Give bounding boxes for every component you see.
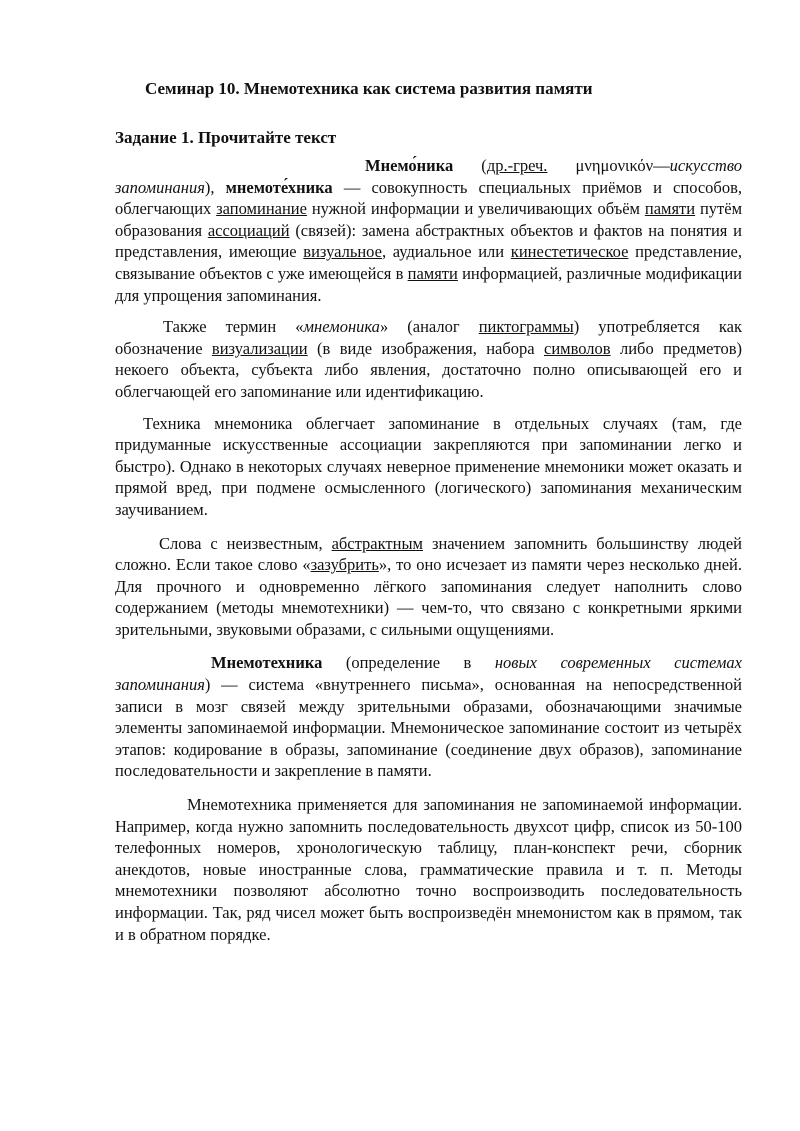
text: Слова с неизвестным, xyxy=(159,533,332,553)
link-visual[interactable]: визуальное xyxy=(303,242,382,262)
link-memory[interactable]: памяти xyxy=(644,199,696,219)
text: либо предметов) некоего объекта, субъекта либо явления, достаточно полно описывающей его и облегчающей его запоминание или идентификацию. xyxy=(115,338,742,401)
text: — совокупность специальных приёмов и способов, облегчающих xyxy=(115,177,742,219)
term-mnemonics: Мнемо́ника xyxy=(365,156,454,175)
paragraph-3: Техника мнемоника облегчает запоминание в отдельных случаях (там, где придуманные искусственные ассоциации закрепляются при запоминании легко и быстро). Однако в некоторых случаях неверное применение мнемоники может оказать и прямой вред, при подмене осмысленного (логического) запоминания механическим заучиванием. xyxy=(115,413,742,519)
link-cram[interactable]: зазубрить xyxy=(310,555,379,575)
italic-term: мнемоника xyxy=(303,317,380,337)
term-mnemotechnics: мнемоте́хника xyxy=(225,177,333,197)
paragraph-4 xyxy=(115,533,742,641)
text: , аудиальное или xyxy=(381,242,511,262)
text: μνημονικόν— xyxy=(547,156,670,175)
seminar-title: Семинар 10. Мнемотехника как система развития памяти xyxy=(145,79,593,98)
italic-gloss: искусство запоминания xyxy=(115,156,743,197)
text: путём образования xyxy=(115,199,743,240)
task-heading: Задание 1. Прочитайте текст xyxy=(115,128,337,147)
text: (определение в xyxy=(322,653,495,673)
text: нужной информации и увеличивающих объём xyxy=(306,199,645,219)
text: ( xyxy=(453,156,487,175)
paragraph-1 xyxy=(115,155,742,306)
link-greek[interactable]: др.-греч. xyxy=(486,156,548,175)
link-memory-2[interactable]: памяти xyxy=(407,263,458,283)
text: ) — система «внутреннего письма», основанная на непосредственной записи в мозг связей между зрительными образами, обозначающими значимые элементы запоминаемой информации. Мнемоническое запоминание состоит из четырёх этапов: кодирование в образы, запоминание (соединение двух образов), запоминание последовательности и закрепление в памяти. xyxy=(115,675,742,781)
link-kinesthetic[interactable]: кинестетическое xyxy=(510,242,629,262)
text: », то оно исчезает из памяти через несколько дней. Для прочного и одновременно лёгкого запоминания следует наполнить слово содержанием (методы мнемотехники) — чем-то, что связано с конкретными яркими зрительными, звуковыми образами, с сильными ощущениями. xyxy=(115,555,742,639)
text: представление, связывание объектов с уже имеющейся в xyxy=(115,242,742,283)
italic-definition: новых современных системах запоминания xyxy=(115,653,742,695)
text: ), xyxy=(204,177,226,197)
link-pictograms[interactable]: пиктограммы xyxy=(478,317,574,337)
link-associations[interactable]: ассоциаций xyxy=(207,220,290,240)
text: ) употребляется как обозначение xyxy=(115,317,742,358)
paragraph-2 xyxy=(115,316,742,402)
term-mnemotechnics-def: Мнемотехника xyxy=(211,653,323,673)
link-visualization[interactable]: визуализации xyxy=(211,338,308,358)
paragraph-6: Мнемотехника применяется для запоминания не запоминаемой информации. Например, когда нужно запомнить последовательность двухсот цифр, список из 50-100 телефонных номеров, хронологическую таблицу, план-конспект речи, сборник анекдотов, новые иностранные слова, грамматические правила и т. п. Методы мнемотехники позволяют абсолютно точно воспроизводить последовательность информации. Так, ряд чисел может быть воспроизведён мнемонистом как в прямом, так и в обратном порядке. xyxy=(115,795,742,944)
text: » (аналог xyxy=(379,317,479,337)
text: (связей): замена абстрактных объектов и фактов на понятия и представления, имеющие xyxy=(115,220,742,262)
link-memorization[interactable]: запоминание xyxy=(216,199,307,219)
text: (в виде изображения, набора xyxy=(307,338,544,358)
text: значением запомнить большинству людей сложно. Если такое слово « xyxy=(115,533,742,575)
paragraph-5 xyxy=(115,652,742,782)
link-symbols[interactable]: символов xyxy=(544,338,611,358)
link-abstract[interactable]: абстрактным xyxy=(331,533,423,553)
text: Также термин « xyxy=(163,317,304,337)
text: информацией, различные модификации для упрощения запоминания. xyxy=(115,263,742,305)
